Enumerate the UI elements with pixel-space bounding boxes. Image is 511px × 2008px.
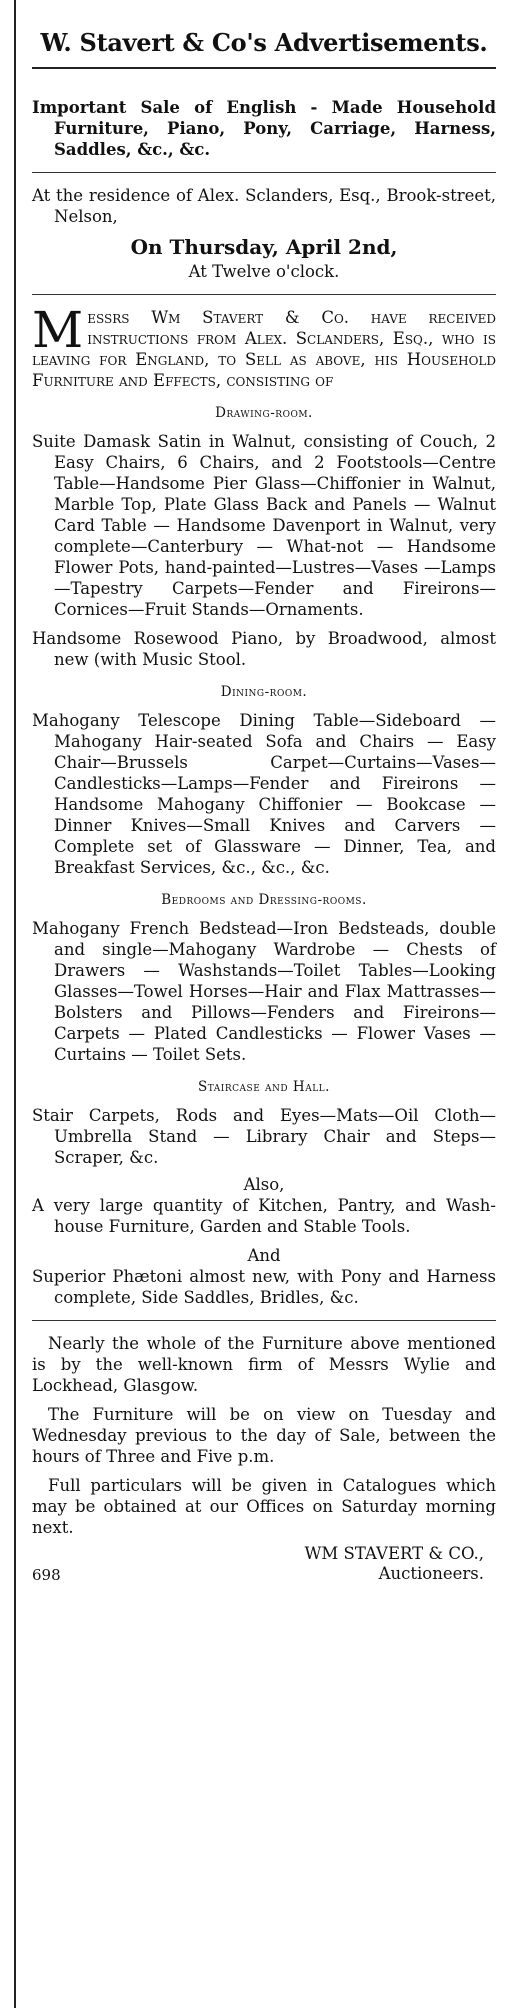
section-heading-dining-room: Dining-room. <box>220 684 308 700</box>
firm-role: Auctioneers. <box>378 1564 484 1583</box>
firm-name: WM STAVERT & CO., <box>304 1544 484 1563</box>
note-viewing: The Furniture will be on view on Tuesday and Wednesday previous to the day of Sale, between the hours of Three and Five p.m. <box>32 1405 496 1466</box>
section-heading-drawing-room: Drawing-room. <box>215 405 313 421</box>
instructions-paragraph <box>32 301 496 391</box>
sale-time: At Twelve o'clock. <box>188 262 340 281</box>
also-items: A very large quantity of Kitchen, Pantry, and Wash-house Furniture, Garden and Stable Tools. <box>32 1196 496 1236</box>
sale-headline: Important Sale of English - Made Household Furniture, Piano, Pony, Carriage, Harness, Saddles, &c., &c. <box>32 98 496 159</box>
dining-room-items: Mahogany Telescope Dining Table—Sideboard — Mahogany Hair-seated Sofa and Chairs — Easy Chair—Brussels Carpet—Curtains—Vases—Candlesticks—Lamps—Fender and Fireirons — Handsome Mahogany Chiffonier — Bookcase — Dinner Knives—Small Knives and Carvers — Complete set of Glassware — Dinner, Tea, and Breakfast Services, &c., &c., &c. <box>32 711 496 877</box>
note-manufacturer: Nearly the whole of the Furniture above mentioned is by the well-known firm of Messrs Wylie and Lockhead, Glasgow. <box>32 1334 496 1395</box>
signature-block <box>32 1544 496 1584</box>
also-word: Also, <box>243 1175 285 1194</box>
staircase-items: Stair Carpets, Rods and Eyes—Mats—Oil Cloth—Umbrella Stand — Library Chair and Steps—Scraper, &c. <box>32 1106 496 1167</box>
piano-item: Handsome Rosewood Piano, by Broadwood, almost new (with Music Stool. <box>32 629 496 669</box>
note-catalogues: Full particulars will be given in Catalogues which may be obtained at our Offices on Saturday morning next. <box>32 1476 496 1537</box>
ad-number: 698 <box>32 1566 61 1584</box>
advertisement-column <box>14 0 496 2008</box>
bedroom-items: Mahogany French Bedstead—Iron Bedsteads, double and single—Mahogany Wardrobe — Chests of Drawers — Washstands—Toilet Tables—Looking Glasses—Towel Horses—Hair and Flax Mattrasses—Bolsters and Pillows—Fenders and Fireirons—Carpets — Plated Candlesticks — Flower Vases — Curtains — Toilet Sets. <box>32 919 496 1064</box>
section-heading-bedrooms: Bedrooms and Dressing-rooms. <box>161 892 367 908</box>
divider <box>32 1320 496 1321</box>
drawing-room-items: Suite Damask Satin in Walnut, consisting of Couch, 2 Easy Chairs, 6 Chairs, and 2 Footstools—Centre Table—Handsome Pier Glass—Chiffonier in Walnut, Marble Top, Plate Glass Back and Panels — Walnut Card Table — Handsome Davenport in Walnut, very complete—Canterbury — What-not — Handsome Flower Pots, hand-painted—Lustres—Vases —Lamps—Tapestry Carpets—Fender and Fireirons—Cornices—Fruit Stands—Ornaments. <box>32 432 496 619</box>
sale-date: On Thursday, April 2nd, <box>130 235 398 259</box>
section-heading-staircase: Staircase and Hall. <box>198 1079 330 1095</box>
masthead-title: W. Stavert & Co's Advertisements. <box>32 28 496 69</box>
and-items: Superior Phætoni almost new, with Pony and Harness complete, Side Saddles, Bridles, &c. <box>32 1267 496 1307</box>
instructions-text: essrs Wm Stavert & Co. have received instructions from Alex. Sclanders, Esq., who is leaving for England, to Sell as above, his Household Furniture and Effects, consisting of <box>32 308 496 390</box>
divider <box>32 294 496 295</box>
drop-cap: M <box>32 301 84 359</box>
divider <box>32 172 496 173</box>
venue-residence: At the residence of Alex. Sclanders, Esq., Brook-street, Nelson, <box>32 186 496 226</box>
auctioneer-signature <box>304 1544 496 1584</box>
and-word: And <box>247 1246 281 1265</box>
